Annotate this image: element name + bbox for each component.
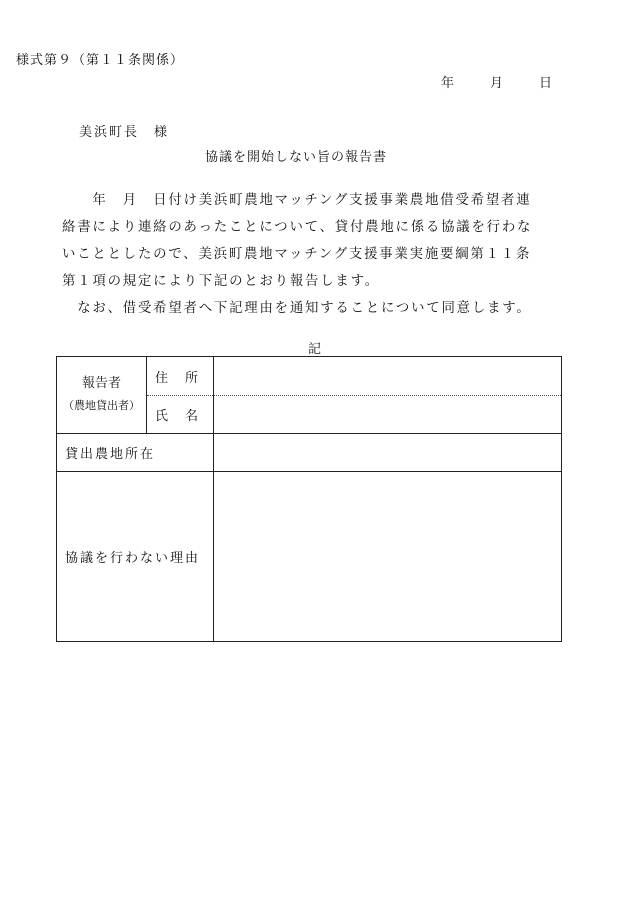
reporter-sublabel: （農地貸出者） <box>63 399 140 412</box>
body-line: 第１項の規定により下記のとおり報告します。 <box>62 274 380 289</box>
document-title: 協議を開始しない旨の報告書 <box>205 150 388 165</box>
reason-label: 協議を行わない理由 <box>57 472 214 642</box>
address-field[interactable] <box>214 357 562 396</box>
date-year: 年 <box>441 76 455 91</box>
body-paragraph <box>62 187 562 322</box>
address-label: 住 所 <box>147 357 214 396</box>
form-number: 様式第９（第１１条関係） <box>16 53 185 68</box>
body-line: 絡書により連絡のあったことについて、貸付農地に係る協議を行わな <box>62 220 533 235</box>
name-label: 氏 名 <box>147 396 214 434</box>
reporter-label: 報告者 <box>81 376 121 391</box>
addressee: 美浜町長 様 <box>79 125 170 140</box>
reason-field[interactable] <box>214 472 562 642</box>
body-line: いこととしたので、美浜町農地マッチング支援事業実施要綱第１１条 <box>62 247 532 262</box>
date-month: 月 <box>490 76 504 91</box>
name-field[interactable] <box>214 396 562 434</box>
body-line: なお、借受希望者へ下記理由を通知することについて同意します。 <box>62 301 532 316</box>
date-line <box>441 72 552 91</box>
reporter-label-cell <box>57 357 147 434</box>
body-line: 年 月 日付け美浜町農地マッチング支援事業農地借受希望者連 <box>62 193 532 208</box>
report-table <box>56 356 562 642</box>
location-label: 貸出農地所在 <box>57 434 214 472</box>
ki-label: 記 <box>308 342 322 357</box>
date-day: 日 <box>539 76 553 91</box>
location-field[interactable] <box>214 434 562 472</box>
